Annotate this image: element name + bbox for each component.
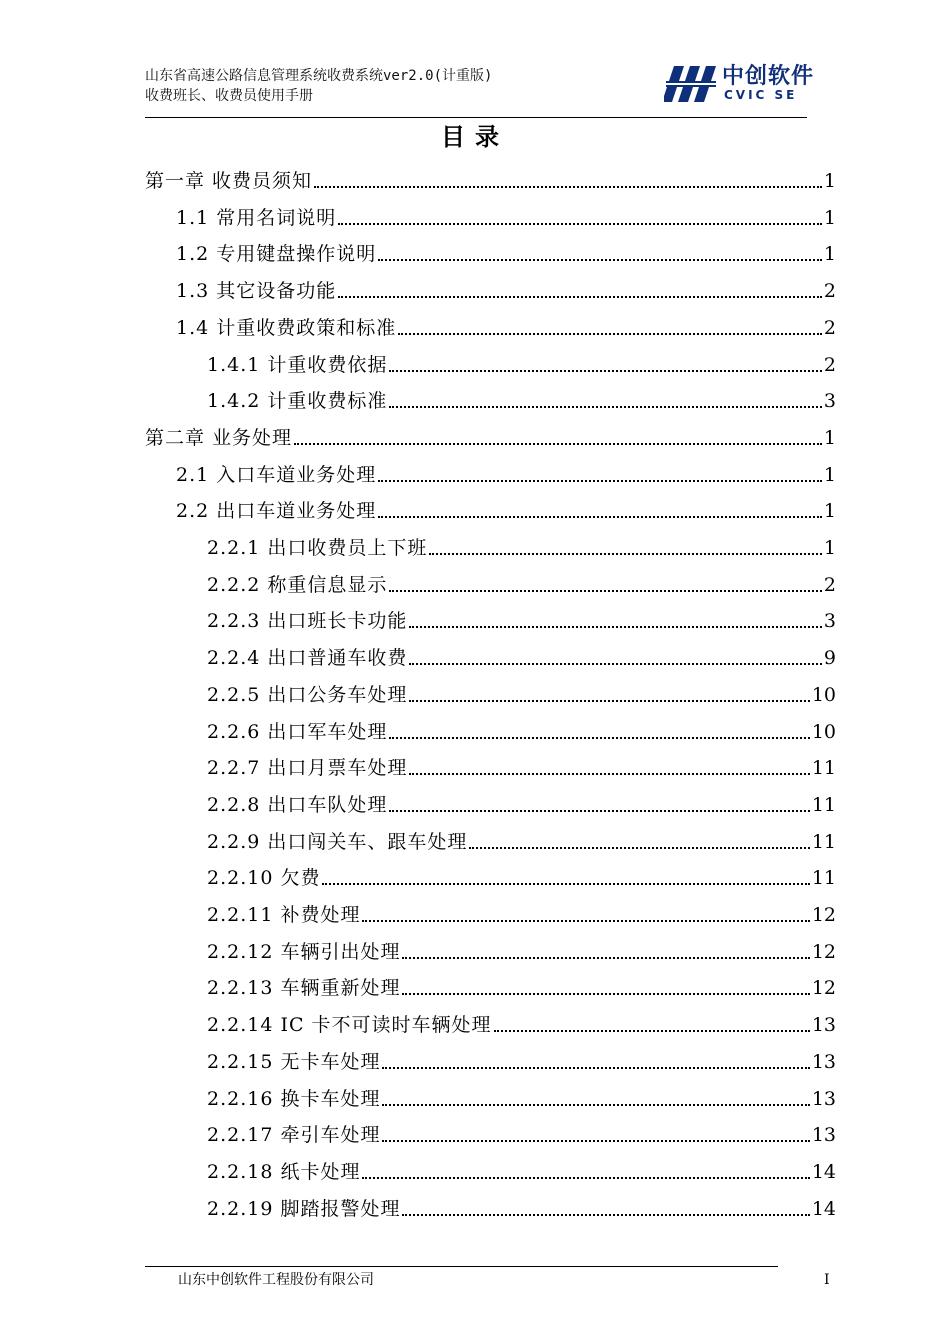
toc-dot-leader xyxy=(402,957,809,959)
toc-entry-page: 12 xyxy=(811,941,836,963)
toc-dot-leader xyxy=(378,480,822,482)
toc-entry[interactable] xyxy=(207,929,836,965)
toc-entry[interactable] xyxy=(207,1112,836,1148)
toc-dot-leader xyxy=(429,553,822,555)
toc-entry[interactable] xyxy=(207,1039,836,1075)
toc-entry-page: 1 xyxy=(823,207,836,229)
toc-entry-page: 1 xyxy=(823,537,836,559)
toc-entry[interactable] xyxy=(207,782,836,818)
footer-page-number: I xyxy=(824,1272,830,1288)
toc-entry[interactable] xyxy=(176,231,836,267)
toc-entry-page: 12 xyxy=(811,977,836,999)
toc-entry[interactable] xyxy=(207,525,836,561)
toc-entry-page: 1 xyxy=(823,243,836,265)
toc-entry-label: 2.2.14 IC 卡不可读时车辆处理 xyxy=(207,1014,492,1036)
toc-entry-page: 3 xyxy=(823,610,836,632)
toc-dot-leader xyxy=(494,1030,810,1032)
toc-entry[interactable] xyxy=(207,1186,836,1222)
toc-entry-page: 11 xyxy=(811,831,836,853)
toc-dot-leader xyxy=(378,259,822,261)
toc-entry-label: 2.2.3 出口班长卡功能 xyxy=(207,610,408,632)
toc-entry-page: 1 xyxy=(823,500,836,522)
toc-entry-label: 2.2.4 出口普通车收费 xyxy=(207,647,408,669)
company-logo xyxy=(664,64,814,104)
toc-entry-page: 2 xyxy=(823,354,836,376)
toc-entry[interactable] xyxy=(207,1002,836,1038)
toc-entry-label: 2.2.1 出口收费员上下班 xyxy=(207,537,428,559)
toc-entry-page: 1 xyxy=(823,170,836,192)
toc-entry[interactable] xyxy=(207,635,836,671)
toc-entry[interactable] xyxy=(176,305,836,341)
toc-entry-page: 9 xyxy=(823,647,836,669)
toc-entry-page: 11 xyxy=(811,794,836,816)
toc-dot-leader xyxy=(389,737,809,739)
toc-entry-label: 1.4.1 计重收费依据 xyxy=(207,354,388,376)
toc-entry-page: 1 xyxy=(823,427,836,449)
toc-entry-label: 2.2.2 称重信息显示 xyxy=(207,574,388,596)
toc-entry-label: 1.4.2 计重收费标准 xyxy=(207,390,388,412)
toc-entry-page: 2 xyxy=(823,317,836,339)
footer-company: 山东中创软件工程股份有限公司 xyxy=(178,1272,374,1288)
toc-entry[interactable] xyxy=(176,452,836,488)
toc-entry-label: 2.2.11 补费处理 xyxy=(207,904,361,926)
toc-entry-page: 11 xyxy=(811,757,836,779)
toc-entry[interactable] xyxy=(207,892,836,928)
toc-entry-label: 2.2.6 出口军车处理 xyxy=(207,721,388,743)
toc-dot-leader xyxy=(294,443,822,445)
toc-entry-page: 13 xyxy=(811,1051,836,1073)
toc-dot-leader xyxy=(389,810,809,812)
toc-entry[interactable] xyxy=(207,1149,836,1185)
toc-entry-label: 1.4 计重收费政策和标准 xyxy=(176,317,397,339)
toc-entry[interactable] xyxy=(207,745,836,781)
toc-dot-leader xyxy=(402,1214,809,1216)
toc-entry[interactable] xyxy=(207,1076,836,1112)
toc-dot-leader xyxy=(362,920,809,922)
footer-divider xyxy=(145,1266,778,1267)
toc-entry[interactable] xyxy=(207,378,836,414)
toc-entry[interactable] xyxy=(145,158,836,194)
toc-dot-leader xyxy=(469,847,809,849)
toc-entry-page: 1 xyxy=(823,464,836,486)
toc-dot-leader xyxy=(338,223,822,225)
toc-entry[interactable] xyxy=(207,562,836,598)
header-text xyxy=(145,66,492,106)
toc-entry-label: 1.2 专用键盘操作说明 xyxy=(176,243,377,265)
toc-entry-label: 1.3 其它设备功能 xyxy=(176,280,337,302)
toc-entry-page: 14 xyxy=(811,1161,836,1183)
toc-entry[interactable] xyxy=(207,672,836,708)
toc-dot-leader xyxy=(409,700,809,702)
toc-dot-leader xyxy=(382,1140,809,1142)
toc-entry-label: 2.2 出口车道业务处理 xyxy=(176,500,377,522)
toc-dot-leader xyxy=(382,1067,809,1069)
toc-entry[interactable] xyxy=(207,342,836,378)
toc-entry[interactable] xyxy=(145,415,836,451)
toc-entry[interactable] xyxy=(207,598,836,634)
toc-entry-label: 2.2.19 脚踏报警处理 xyxy=(207,1198,401,1220)
toc-entry-label: 2.2.13 车辆重新处理 xyxy=(207,977,401,999)
page-title: 目录 xyxy=(441,123,509,151)
toc-entry-label: 2.2.17 牵引车处理 xyxy=(207,1124,381,1146)
toc-entry-label: 2.2.10 欠费 xyxy=(207,867,321,889)
toc-entry-page: 14 xyxy=(811,1198,836,1220)
toc-entry-page: 2 xyxy=(823,280,836,302)
toc-entry-page: 3 xyxy=(823,390,836,412)
header-divider xyxy=(145,117,807,118)
toc-entry-label: 第二章 业务处理 xyxy=(145,427,293,449)
toc-dot-leader xyxy=(409,626,822,628)
toc-entry-page: 13 xyxy=(811,1088,836,1110)
toc-dot-leader xyxy=(398,333,822,335)
toc-entry-label: 2.2.15 无卡车处理 xyxy=(207,1051,381,1073)
toc-entry[interactable] xyxy=(207,709,836,745)
toc-dot-leader xyxy=(409,773,809,775)
toc-entry-label: 第一章 收费员须知 xyxy=(145,170,313,192)
toc-entry-page: 12 xyxy=(811,904,836,926)
toc-dot-leader xyxy=(314,186,822,188)
toc-entry-label: 2.2.5 出口公务车处理 xyxy=(207,684,408,706)
toc-dot-leader xyxy=(378,516,822,518)
toc-entry-label: 2.2.8 出口车队处理 xyxy=(207,794,388,816)
toc-entry-page: 13 xyxy=(811,1014,836,1036)
header-line-2: 收费班长、收费员使用手册 xyxy=(145,88,313,104)
toc-entry-label: 2.1 入口车道业务处理 xyxy=(176,464,377,486)
toc-entry-label: 2.2.12 车辆引出处理 xyxy=(207,941,401,963)
logo-mark-icon xyxy=(664,64,720,104)
toc-dot-leader xyxy=(389,370,822,372)
toc-entry-page: 2 xyxy=(823,574,836,596)
header-line-1: 山东省高速公路信息管理系统收费系统ver2.0(计重版) xyxy=(145,68,493,84)
logo-subtitle: CVIC SE xyxy=(724,88,798,102)
toc-dot-leader xyxy=(362,1177,809,1179)
toc-entry[interactable] xyxy=(176,488,836,524)
toc-entry[interactable] xyxy=(207,819,836,855)
toc-dot-leader xyxy=(338,296,822,298)
toc-dot-leader xyxy=(409,663,822,665)
toc-entry-page: 10 xyxy=(811,684,836,706)
toc-entry-page: 11 xyxy=(811,867,836,889)
toc-entry-label: 2.2.7 出口月票车处理 xyxy=(207,757,408,779)
toc-dot-leader xyxy=(402,993,809,995)
toc-dot-leader xyxy=(382,1104,809,1106)
toc-entry-label: 2.2.18 纸卡处理 xyxy=(207,1161,361,1183)
toc-entry-page: 13 xyxy=(811,1124,836,1146)
toc-entry[interactable] xyxy=(207,855,836,891)
toc-dot-leader xyxy=(389,406,822,408)
toc-entry-page: 10 xyxy=(811,721,836,743)
toc-entry-label: 2.2.9 出口闯关车、跟车处理 xyxy=(207,831,468,853)
toc-entry-label: 2.2.16 换卡车处理 xyxy=(207,1088,381,1110)
toc-entry[interactable] xyxy=(176,268,836,304)
toc-entry[interactable] xyxy=(207,965,836,1001)
toc-dot-leader xyxy=(322,883,809,885)
toc-entry-label: 1.1 常用名词说明 xyxy=(176,207,337,229)
toc-entry[interactable] xyxy=(176,195,836,231)
toc-dot-leader xyxy=(389,590,822,592)
logo-wordmark: 中创软件 xyxy=(722,64,815,89)
